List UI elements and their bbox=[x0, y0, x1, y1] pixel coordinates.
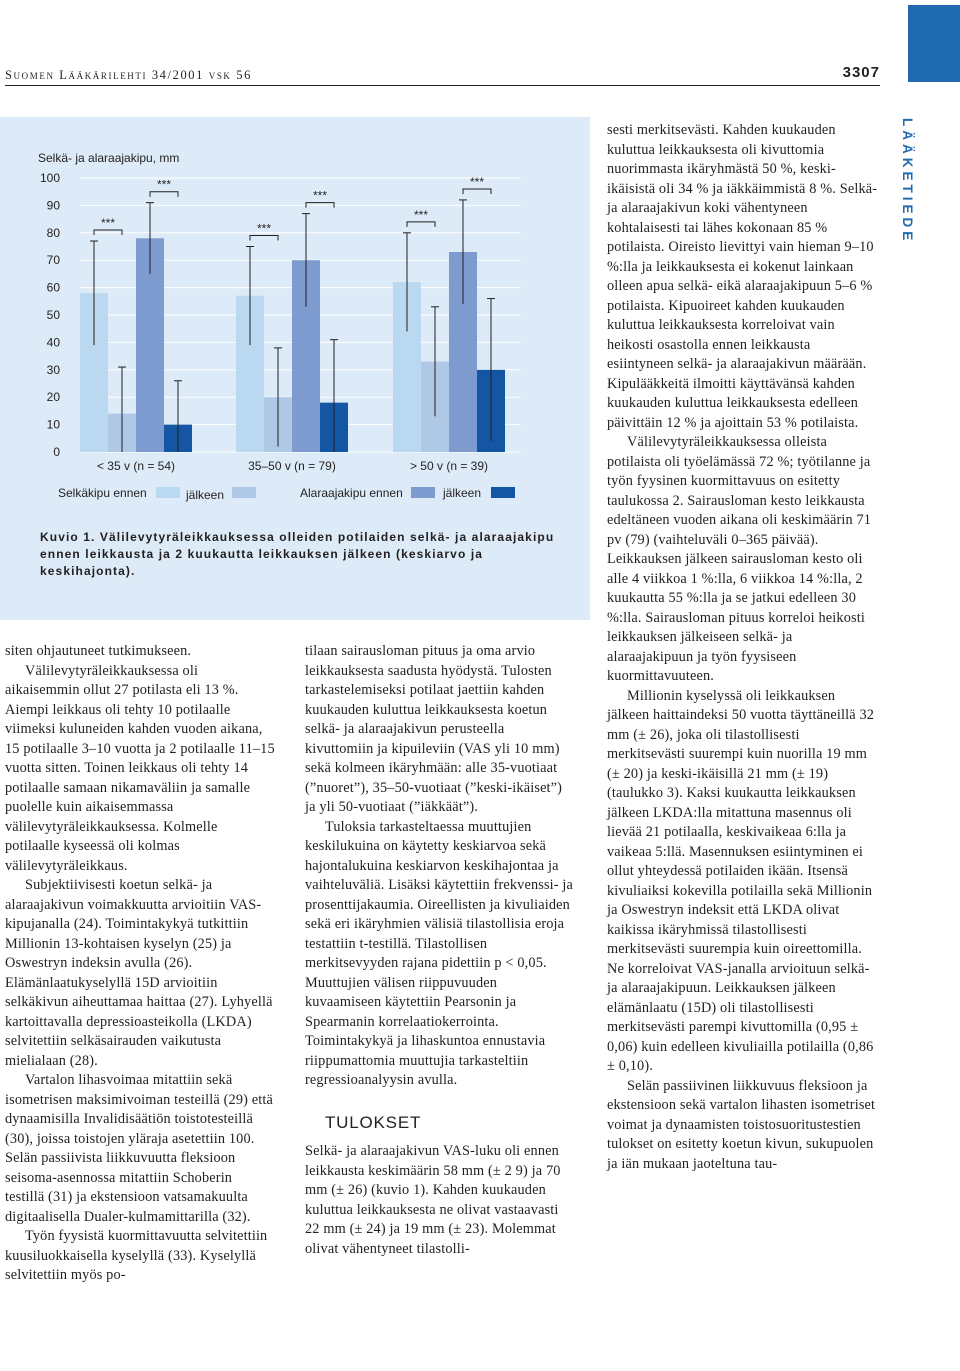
text-column-1 bbox=[5, 642, 275, 1286]
significance-mark: *** bbox=[100, 216, 116, 231]
y-tick-label: 100 bbox=[39, 171, 60, 185]
figure-caption: Kuvio 1. Välilevytyräleikkauksessa olleiden potilaiden selkä- ja alaraajakipu ennen leikkausta ja 2 kuukautta leikkauksen jälkeen (keskiarvo ja keskihajonta). bbox=[40, 530, 555, 578]
y-tick-label: 60 bbox=[46, 280, 60, 295]
y-tick-label: 40 bbox=[46, 335, 60, 350]
paragraph: Välilevytyräleikkauksessa oli aikaisemmin ollut 27 potilasta eli 13 %. Aiempi leikkaus oli tehty 10 potilaalle viimeksi kuluneiden kahden vuoden aikana, 15 potilaalle 3–10 vuotta ja 2 potilaalle 11–15 vuotta sitten. Toinen leikkaus oli tehty 14 potilaalle samaan nikamaväliin ja samalle puolelle kuin aikaisemmassa välilevytyräleikkauksessa. Kolmelle potilaalle kyseessä oli kolmas välilevytyräleikkaus. bbox=[5, 662, 275, 874]
significance-mark: *** bbox=[469, 174, 485, 189]
figure-1 bbox=[0, 117, 590, 620]
y-tick-label: 70 bbox=[46, 253, 60, 268]
page-number: 3307 bbox=[842, 64, 880, 81]
significance-mark: *** bbox=[256, 221, 272, 236]
text-column-2 bbox=[305, 642, 575, 1259]
text-column-3 bbox=[607, 121, 879, 1174]
chart-title: Selkä- ja alaraajakipu, mm bbox=[38, 151, 180, 165]
legend-label: Selkäkipu ennen bbox=[58, 486, 147, 500]
significance-mark: *** bbox=[312, 188, 328, 203]
y-tick-label: 20 bbox=[46, 390, 60, 405]
section-label-text: LÄÄKETIEDE bbox=[900, 118, 915, 245]
significance-mark: *** bbox=[156, 177, 172, 192]
y-tick-label: 30 bbox=[46, 362, 60, 377]
x-category-label: < 35 v (n = 54) bbox=[96, 459, 176, 473]
x-category-label: > 50 v (n = 39) bbox=[409, 459, 489, 473]
paragraph: Välilevytyräleikkauksessa olleista potilaista oli työelämässä 72 %; työtilanne ja työn fyysinen kuormittavuus on esitetty taulukossa 2. Sairausloman kesto leikkausta edeltäneen vuoden aikana oli keskimäärin 71 pv (79) (vaihteluväli 0–365 päivää). Leikkauksen jälkeen sairausloman kesto oli alle 4 viikkoa 1 %:lla, 6 viikkoa 14 %:lla, 2 kuukautta 55 %:lla ja se jatkui edelleen 30 %:lla. Sairausloman pituus korreloi heikosti leikkauksen jälkeiseen selkä- ja alaraajakipuun ja työn fyysiseen kuormittavuuteen. bbox=[607, 434, 872, 684]
legend-swatch-leg-after bbox=[491, 487, 515, 498]
y-tick-label: 80 bbox=[46, 225, 60, 240]
legend-swatch-back-after bbox=[232, 487, 256, 498]
paragraph: Vartalon lihasvoimaa mitattiin sekä isometrisen maksimivoiman testeillä (29) että dynaamisilla Invalidisäätiön toistotesteillä (30), joissa toistojen yläraja asetettiin 100. Selän passiivista liikkuvuutta fleksioon seisoma-asennossa mitattiin Schoberin testillä (31) ja ekstensioon vatsamakuulta digitaalisella Dualer-kulmamittarilla (32). bbox=[5, 1072, 274, 1225]
paragraph: siten ohjautuneet tutkimukseen. bbox=[5, 643, 192, 659]
legend-swatch-back-before bbox=[156, 487, 180, 498]
significance-bracket bbox=[463, 189, 491, 194]
running-header bbox=[5, 64, 880, 86]
journal-name: Suomen Lääkärilehti 34/2001 vsk 56 bbox=[5, 68, 252, 82]
legend-label: jälkeen bbox=[186, 488, 225, 502]
section-heading-tulokset: TULOKSET bbox=[325, 1112, 422, 1132]
significance-bracket bbox=[150, 192, 178, 197]
paragraph: Tuloksia tarkasteltaessa muuttujien keskilukuina on käytetty keskiarvoa sekä hajontalukuina keskiarvon keskihajontaa ja vaihteluväliä. Lisäksi käytettiin frekvenssi- ja prosenttijakaumia. Oireellisten ja kivuliaiden sekä eri ikäryhmien välisiä tilastollisia eroja testattiin t-testillä. Tilastollisen merkitsevyyden rajana pidettiin p < 0,05. Muuttujien välisen riippuvuuden kuvaamiseen käytettiin Pearsonin ja Spearmanin korrelaatiokerrointa. Toimintakykyä ja lihaskuntoa ennustavia riippumattomia muuttujia tarkasteltiin regressioanalyysin avulla. bbox=[305, 818, 574, 1088]
paragraph: sesti merkitsevästi. Kahden kuukauden kuluttua leikkauksesta oli kivuttomia nuorimmasta ikäryhmästä 50 %, keski-ikäisistä oli 34 % ja iäkkäimmistä 8 %. Selkä- ja alaraajakivun koki vähentyneen kohtalaisesti tai lähes kokonaan 85 % potilaista. Oireisto lievittyi vain hieman 9–10 %:lla ja leikkauksesta ei kokenut lainkaan olleen apua selkä- eikä alaraajakipuun 5–6 % potilaista. Kipuoireet kahden kuukauden kuluttua leikkauksesta korreloivat vain heikosti osastolla ennen leikkausta esiintyneen selkä- ja alaraajakivun määrään. Kipulääkkeitä ilmoitti käyttävänsä kahden kuukauden kuluttua leikkauksesta edelleen päivittäin 12 % ja ajoittain 53 % potilaista. bbox=[607, 122, 878, 431]
paragraph: Työn fyysistä kuormittavuutta selvitettiin kuusiluokkaisella kyselyllä (33). Kyselyllä selvitettiin myös po- bbox=[5, 1228, 268, 1283]
paragraph: Selkä- ja alaraajakivun VAS-luku oli ennen leikkausta keskimäärin 58 mm (± 2 9) ja 70 mm (± 26) (kuvio 1). Kahden kuukauden kuluttua leikkauksesta ne olivat vastaavasti 22 mm (± 24) ja 19 mm (± 23). Molemmat olivat vähentyneet tilastolli- bbox=[305, 1143, 561, 1257]
section-color-tab bbox=[908, 5, 960, 82]
paragraph: tilaan sairausloman pituus ja oma arvio leikkauksesta saadusta hyödystä. Tulosten tarkastelemiseksi potilaat jaettiin kahden kuukauden kuluttua leikkauksesta koetun selkä- ja alaraajakivun perusteella kivuttomiin ja kipuileviin (VAS yli 10 mm) sekä kolmeen ikäryhmään: alle 35-vuotiaat (”nuoret”), 35–50-vuotiaat (”keski-ikäiset”) ja yli 50-vuotiaat (”iäkkäät”). bbox=[305, 643, 563, 815]
paragraph: Selän passiivinen liikkuvuus fleksioon ja ekstensioon sekä vartalon lihasten isometriset voimat ja dynaamisten toistosuoritustestien tulokset on esitetty koetun kivun, sukupuolen ja iän mukaan jaoteltuna tau- bbox=[607, 1077, 876, 1172]
x-category-label: 35–50 v (n = 79) bbox=[248, 459, 336, 473]
y-tick-label: 10 bbox=[46, 417, 60, 432]
significance-bracket bbox=[250, 236, 278, 241]
legend-swatch-leg-before bbox=[411, 487, 435, 498]
y-tick-label: 50 bbox=[46, 308, 60, 322]
bar-chart bbox=[0, 117, 590, 517]
significance-mark: *** bbox=[413, 207, 429, 222]
paragraph: Millionin kyselyssä oli leikkauksen jälkeen haittaindeksi 50 vuotta täyttäneillä 32 mm (± 26), joka oli tilastollisesti merkitsevästi suurempi kuin nuorilla 19 mm (± 20) ja keski-ikäisillä 21 mm (± 19) (taulukko 3). Kaksi kuukautta leikkauksen jälkeen LKDA:lla mitattuna masennus oli lievää 21 potilaalla, keskivaikeaa 6:lla ja vaikeaa 5:llä. Masennuksen esiintyminen ei ollut yhteydessä potilaiden ikään. Itsensä kivuliaiksi kokevilla potilailla sekä Millionin ja Oswestryn indeksit että LKDA olivat kaikissa ikäryhmissä tilastollisesti merkitsevästi suurempia kuin oireettomilla. Ne korreloivat VAS-janalla arvioituun selkä- ja alaraajakipuun. Leikkauksen jälkeen elämänlaatu (15D) oli tilastollisesti merkitsevästi parempi kivuttomilla (0,95 ± 0,06) kuin edelleen kivuliailla potilailla (0,86 ± 0,10). bbox=[607, 687, 875, 1074]
header-rule bbox=[5, 85, 880, 86]
section-label bbox=[900, 118, 925, 278]
significance-bracket bbox=[407, 222, 435, 227]
y-tick-label: 0 bbox=[53, 445, 60, 459]
legend-label: Alaraajakipu ennen bbox=[300, 486, 403, 500]
y-tick-label: 90 bbox=[46, 198, 60, 213]
legend-label: jälkeen bbox=[443, 486, 482, 500]
paragraph: Subjektiivisesti koetun selkä- ja alaraajakivun voimakkuutta arvioitiin VAS-kipujanalla (24). Toimintakykyä tutkittiin Millionin 13-kohtaisen kyselyn (25) ja Oswestryn indeksin avulla (26). Elämänlaatukyselyllä 15D arvioitiin selkäkivun aiheuttamaa haittaa (27). Lyhyellä kartoittavalla depressioasteikolla (LKDA) selvitettiin selkäsairauden vaikutusta mielialaan (28). bbox=[5, 877, 273, 1069]
